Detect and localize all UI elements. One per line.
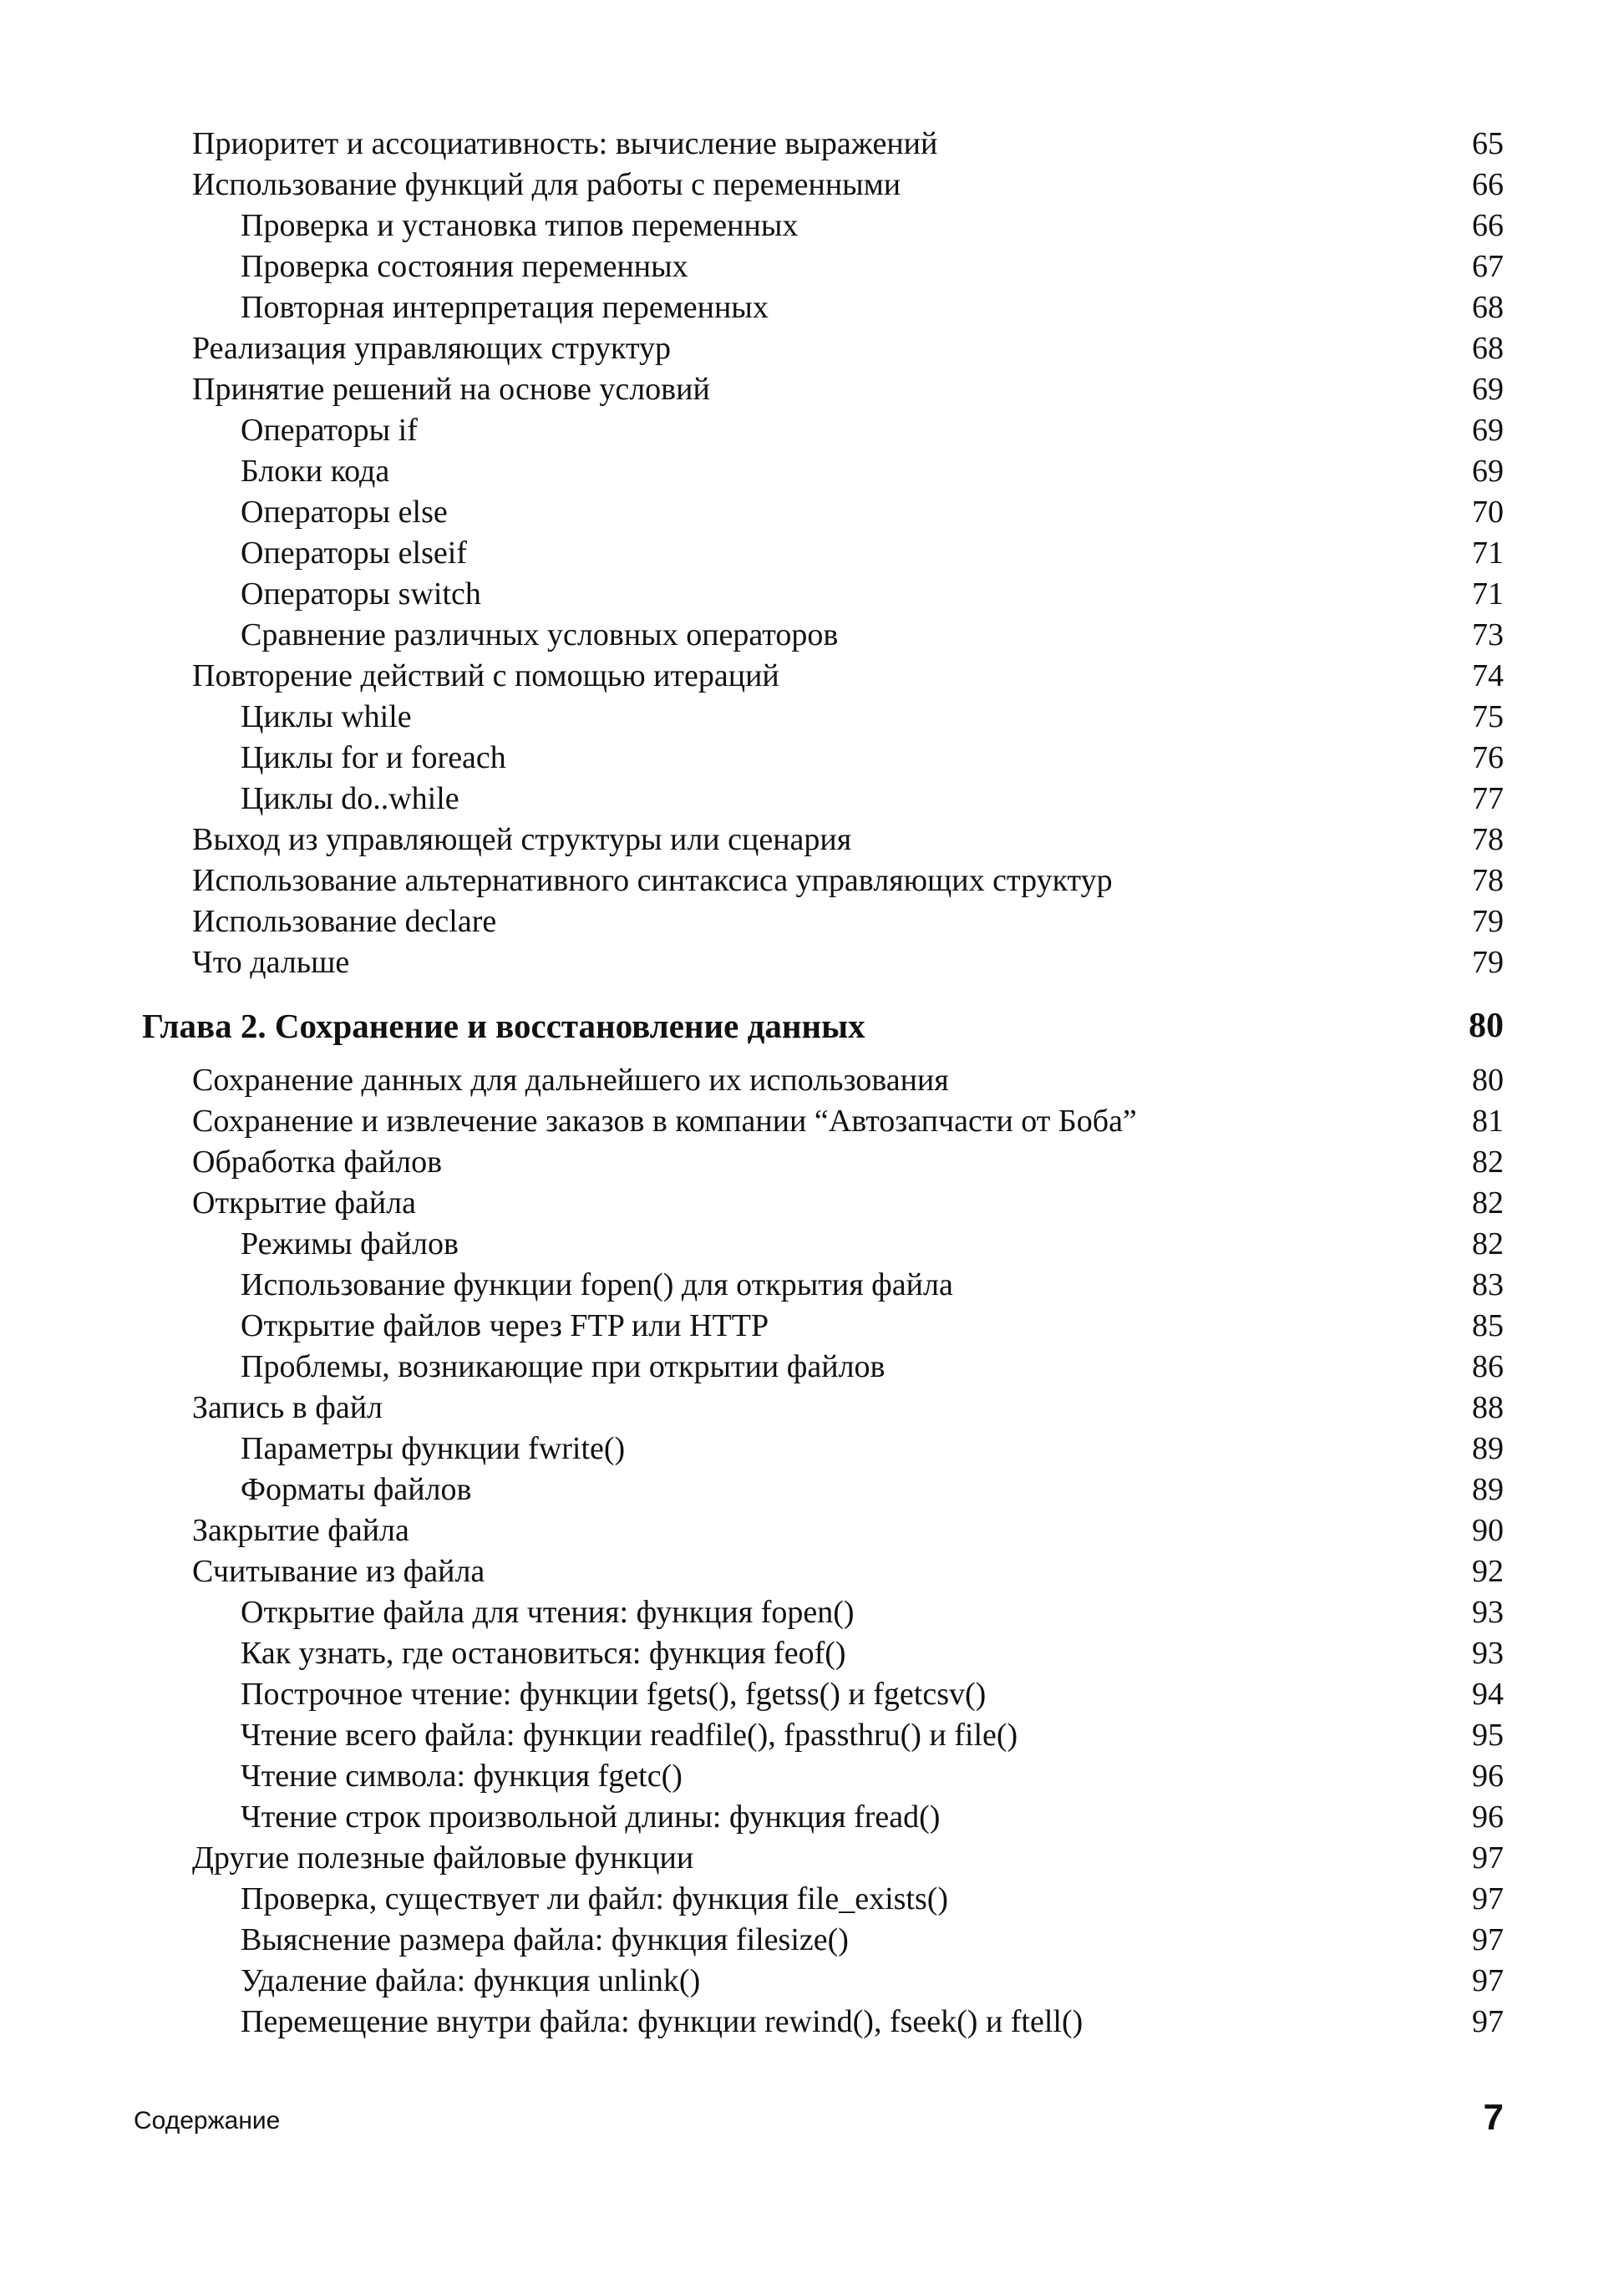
toc-entry-page: 76 <box>1472 740 1504 775</box>
toc-entry <box>134 287 1504 328</box>
toc-entry-page: 66 <box>1472 167 1504 202</box>
toc-entry-page: 97 <box>1472 1840 1504 1875</box>
chapter-heading <box>134 1000 1504 1052</box>
toc-entry-page: 82 <box>1472 1145 1504 1180</box>
toc-entry-title: Выход из управляющей структуры или сценария <box>192 822 852 857</box>
toc-entry <box>134 1101 1504 1142</box>
toc-entry <box>134 451 1504 492</box>
toc-entry-page: 66 <box>1472 208 1504 243</box>
toc-entry <box>134 1633 1504 1674</box>
toc-entry-title: Выяснение размера файла: функция filesize() <box>241 1922 849 1957</box>
toc-entry <box>134 1224 1504 1265</box>
toc-entry <box>134 328 1504 369</box>
toc-entry-title: Использование declare <box>192 904 497 939</box>
toc-entry-page: 69 <box>1472 413 1504 448</box>
toc-entry-page: 69 <box>1472 372 1504 407</box>
toc-entry-page: 89 <box>1472 1472 1504 1507</box>
toc-entry <box>134 1429 1504 1469</box>
toc-entry-page: 90 <box>1472 1513 1504 1548</box>
toc-entry-title: Удаление файла: функция unlink() <box>241 1963 701 1998</box>
toc-entry <box>134 1674 1504 1715</box>
toc-entry-title: Форматы файлов <box>241 1472 472 1507</box>
toc-entry <box>134 779 1504 820</box>
toc-entry <box>134 820 1504 860</box>
page-number: 7 <box>1483 2097 1504 2138</box>
toc-entry-page: 97 <box>1472 1881 1504 1916</box>
toc-entry-title: Открытие файлов через FTP или HTTP <box>241 1308 769 1343</box>
toc-entry-title: Сравнение различных условных операторов <box>241 617 839 652</box>
toc-entry <box>134 410 1504 451</box>
toc-entry <box>134 574 1504 615</box>
toc-entry-title: Повторная интерпретация переменных <box>241 290 769 325</box>
toc-entry <box>134 1265 1504 1306</box>
toc-entry-title: Параметры функции fwrite() <box>241 1431 626 1466</box>
toc-entry-page: 79 <box>1472 945 1504 980</box>
chapter-page-number: 80 <box>1469 1007 1504 1045</box>
toc-entry-page: 77 <box>1472 781 1504 816</box>
toc-entry-title: Использование функций для работы с переменными <box>192 167 901 202</box>
toc-section-after <box>134 1060 1504 2043</box>
toc-entry-page: 68 <box>1472 331 1504 366</box>
toc-entry-title: Циклы while <box>241 699 412 734</box>
toc-entry <box>134 533 1504 574</box>
toc-entry-title: Реализация управляющих структур <box>192 331 672 366</box>
toc-entry-title: Перемещение внутри файла: функции rewind(), fseek() и ftell() <box>241 2004 1084 2039</box>
toc-entry-page: 75 <box>1472 699 1504 734</box>
toc-entry-title: Чтение всего файла: функции readfile(), fpassthru() и file() <box>241 1718 1018 1753</box>
toc-entry-page: 70 <box>1472 495 1504 530</box>
toc-entry-title: Другие полезные файловые функции <box>192 1840 694 1875</box>
toc-entry <box>134 1961 1504 2002</box>
toc-entry-page: 89 <box>1472 1431 1504 1466</box>
toc-entry-title: Приоритет и ассоциативность: вычисление выражений <box>192 126 938 161</box>
toc-entry-page: 78 <box>1472 822 1504 857</box>
toc-entry-title: Построчное чтение: функции fgets(), fgetss() и fgetcsv() <box>241 1677 987 1712</box>
toc-entry <box>134 1347 1504 1388</box>
toc-entry <box>134 1920 1504 1961</box>
toc-entry <box>134 1592 1504 1633</box>
toc-entry-page: 73 <box>1472 617 1504 652</box>
toc-entry-page: 85 <box>1472 1308 1504 1343</box>
toc-entry-page: 88 <box>1472 1390 1504 1425</box>
toc-entry-title: Операторы switch <box>241 576 481 612</box>
toc-entry-page: 96 <box>1472 1759 1504 1794</box>
toc-entry-page: 93 <box>1472 1636 1504 1671</box>
toc-entry <box>134 942 1504 983</box>
toc-entry-page: 81 <box>1472 1104 1504 1139</box>
toc-entry-title: Принятие решений на основе условий <box>192 372 710 407</box>
toc-entry-title: Проверка, существует ли файл: функция file_exists() <box>241 1881 949 1916</box>
toc-entry-title: Закрытие файла <box>192 1513 409 1548</box>
toc-entry-title: Циклы for и foreach <box>241 740 506 775</box>
toc-entry <box>134 1797 1504 1838</box>
toc-entry-title: Открытие файла <box>192 1185 417 1221</box>
table-of-contents <box>134 124 1504 2043</box>
toc-entry-title: Проверка состояния переменных <box>241 249 688 284</box>
toc-entry-title: Операторы if <box>241 413 418 448</box>
toc-entry-title: Операторы else <box>241 495 448 530</box>
toc-entry <box>134 246 1504 287</box>
toc-entry <box>134 1142 1504 1183</box>
toc-entry-title: Использование альтернативного синтаксиса управляющих структур <box>192 863 1113 898</box>
toc-entry-page: 71 <box>1472 576 1504 612</box>
toc-entry <box>134 1060 1504 1101</box>
toc-entry-page: 97 <box>1472 2004 1504 2039</box>
chapter-title: Глава 2. Сохранение и восстановление данных <box>142 1007 865 1045</box>
toc-entry <box>134 492 1504 533</box>
toc-entry-title: Открытие файла для чтения: функция fopen() <box>241 1595 855 1630</box>
toc-entry <box>134 165 1504 206</box>
toc-entry <box>134 738 1504 779</box>
toc-entry-title: Запись в файл <box>192 1390 383 1425</box>
toc-entry-title: Режимы файлов <box>241 1226 459 1261</box>
toc-entry <box>134 124 1504 165</box>
toc-entry-title: Чтение строк произвольной длины: функция fread() <box>241 1799 941 1835</box>
toc-entry-title: Повторение действий с помощью итераций <box>192 658 779 693</box>
toc-entry <box>134 369 1504 410</box>
toc-entry-page: 93 <box>1472 1595 1504 1630</box>
toc-entry <box>134 615 1504 656</box>
toc-entry-page: 95 <box>1472 1718 1504 1753</box>
toc-entry <box>134 1183 1504 1224</box>
toc-entry-page: 97 <box>1472 1922 1504 1957</box>
toc-entry-page: 68 <box>1472 290 1504 325</box>
toc-entry <box>134 206 1504 246</box>
toc-entry <box>134 1551 1504 1592</box>
toc-entry-title: Сохранение и извлечение заказов в компании “Автозапчасти от Боба” <box>192 1104 1137 1139</box>
toc-entry-title: Операторы elseif <box>241 535 467 571</box>
toc-entry-title: Чтение символа: функция fgetc() <box>241 1759 683 1794</box>
toc-entry <box>134 1388 1504 1429</box>
toc-entry-page: 96 <box>1472 1799 1504 1835</box>
page-footer <box>134 2095 1504 2145</box>
toc-entry <box>134 2002 1504 2043</box>
toc-entry-page: 67 <box>1472 249 1504 284</box>
toc-entry-title: Сохранение данных для дальнейшего их использования <box>192 1063 949 1098</box>
toc-entry-page: 80 <box>1472 1063 1504 1098</box>
toc-entry <box>134 1715 1504 1756</box>
toc-entry-page: 82 <box>1472 1226 1504 1261</box>
toc-entry-page: 86 <box>1472 1349 1504 1384</box>
toc-entry-page: 79 <box>1472 904 1504 939</box>
toc-entry-page: 69 <box>1472 454 1504 489</box>
toc-entry-title: Блоки кода <box>241 454 390 489</box>
toc-entry <box>134 1510 1504 1551</box>
toc-entry <box>134 1756 1504 1797</box>
toc-entry-page: 83 <box>1472 1267 1504 1302</box>
toc-entry-title: Проблемы, возникающие при открытии файлов <box>241 1349 886 1384</box>
toc-entry <box>134 901 1504 942</box>
toc-entry-page: 92 <box>1472 1554 1504 1589</box>
toc-section-before <box>134 124 1504 983</box>
toc-entry <box>134 656 1504 697</box>
toc-entry-page: 97 <box>1472 1963 1504 1998</box>
toc-entry-title: Считывание из файла <box>192 1554 485 1589</box>
toc-entry-page: 65 <box>1472 126 1504 161</box>
toc-entry-page: 78 <box>1472 863 1504 898</box>
toc-entry-page: 94 <box>1472 1677 1504 1712</box>
toc-entry-title: Проверка и установка типов переменных <box>241 208 799 243</box>
toc-entry <box>134 697 1504 738</box>
toc-entry-title: Циклы do..while <box>241 781 459 816</box>
toc-entry <box>134 1469 1504 1510</box>
toc-entry-page: 71 <box>1472 535 1504 571</box>
toc-entry <box>134 1879 1504 1920</box>
toc-entry <box>134 1838 1504 1879</box>
toc-entry-page: 82 <box>1472 1185 1504 1221</box>
toc-entry-page: 74 <box>1472 658 1504 693</box>
toc-entry-title: Обработка файлов <box>192 1145 443 1180</box>
toc-entry-title: Использование функции fopen() для открытия файла <box>241 1267 953 1302</box>
toc-entry-title: Как узнать, где остановиться: функция feof() <box>241 1636 846 1671</box>
toc-entry <box>134 860 1504 901</box>
toc-entry-title: Что дальше <box>192 945 350 980</box>
running-footer-label: Содержание <box>134 2107 281 2134</box>
toc-entry <box>134 1306 1504 1347</box>
